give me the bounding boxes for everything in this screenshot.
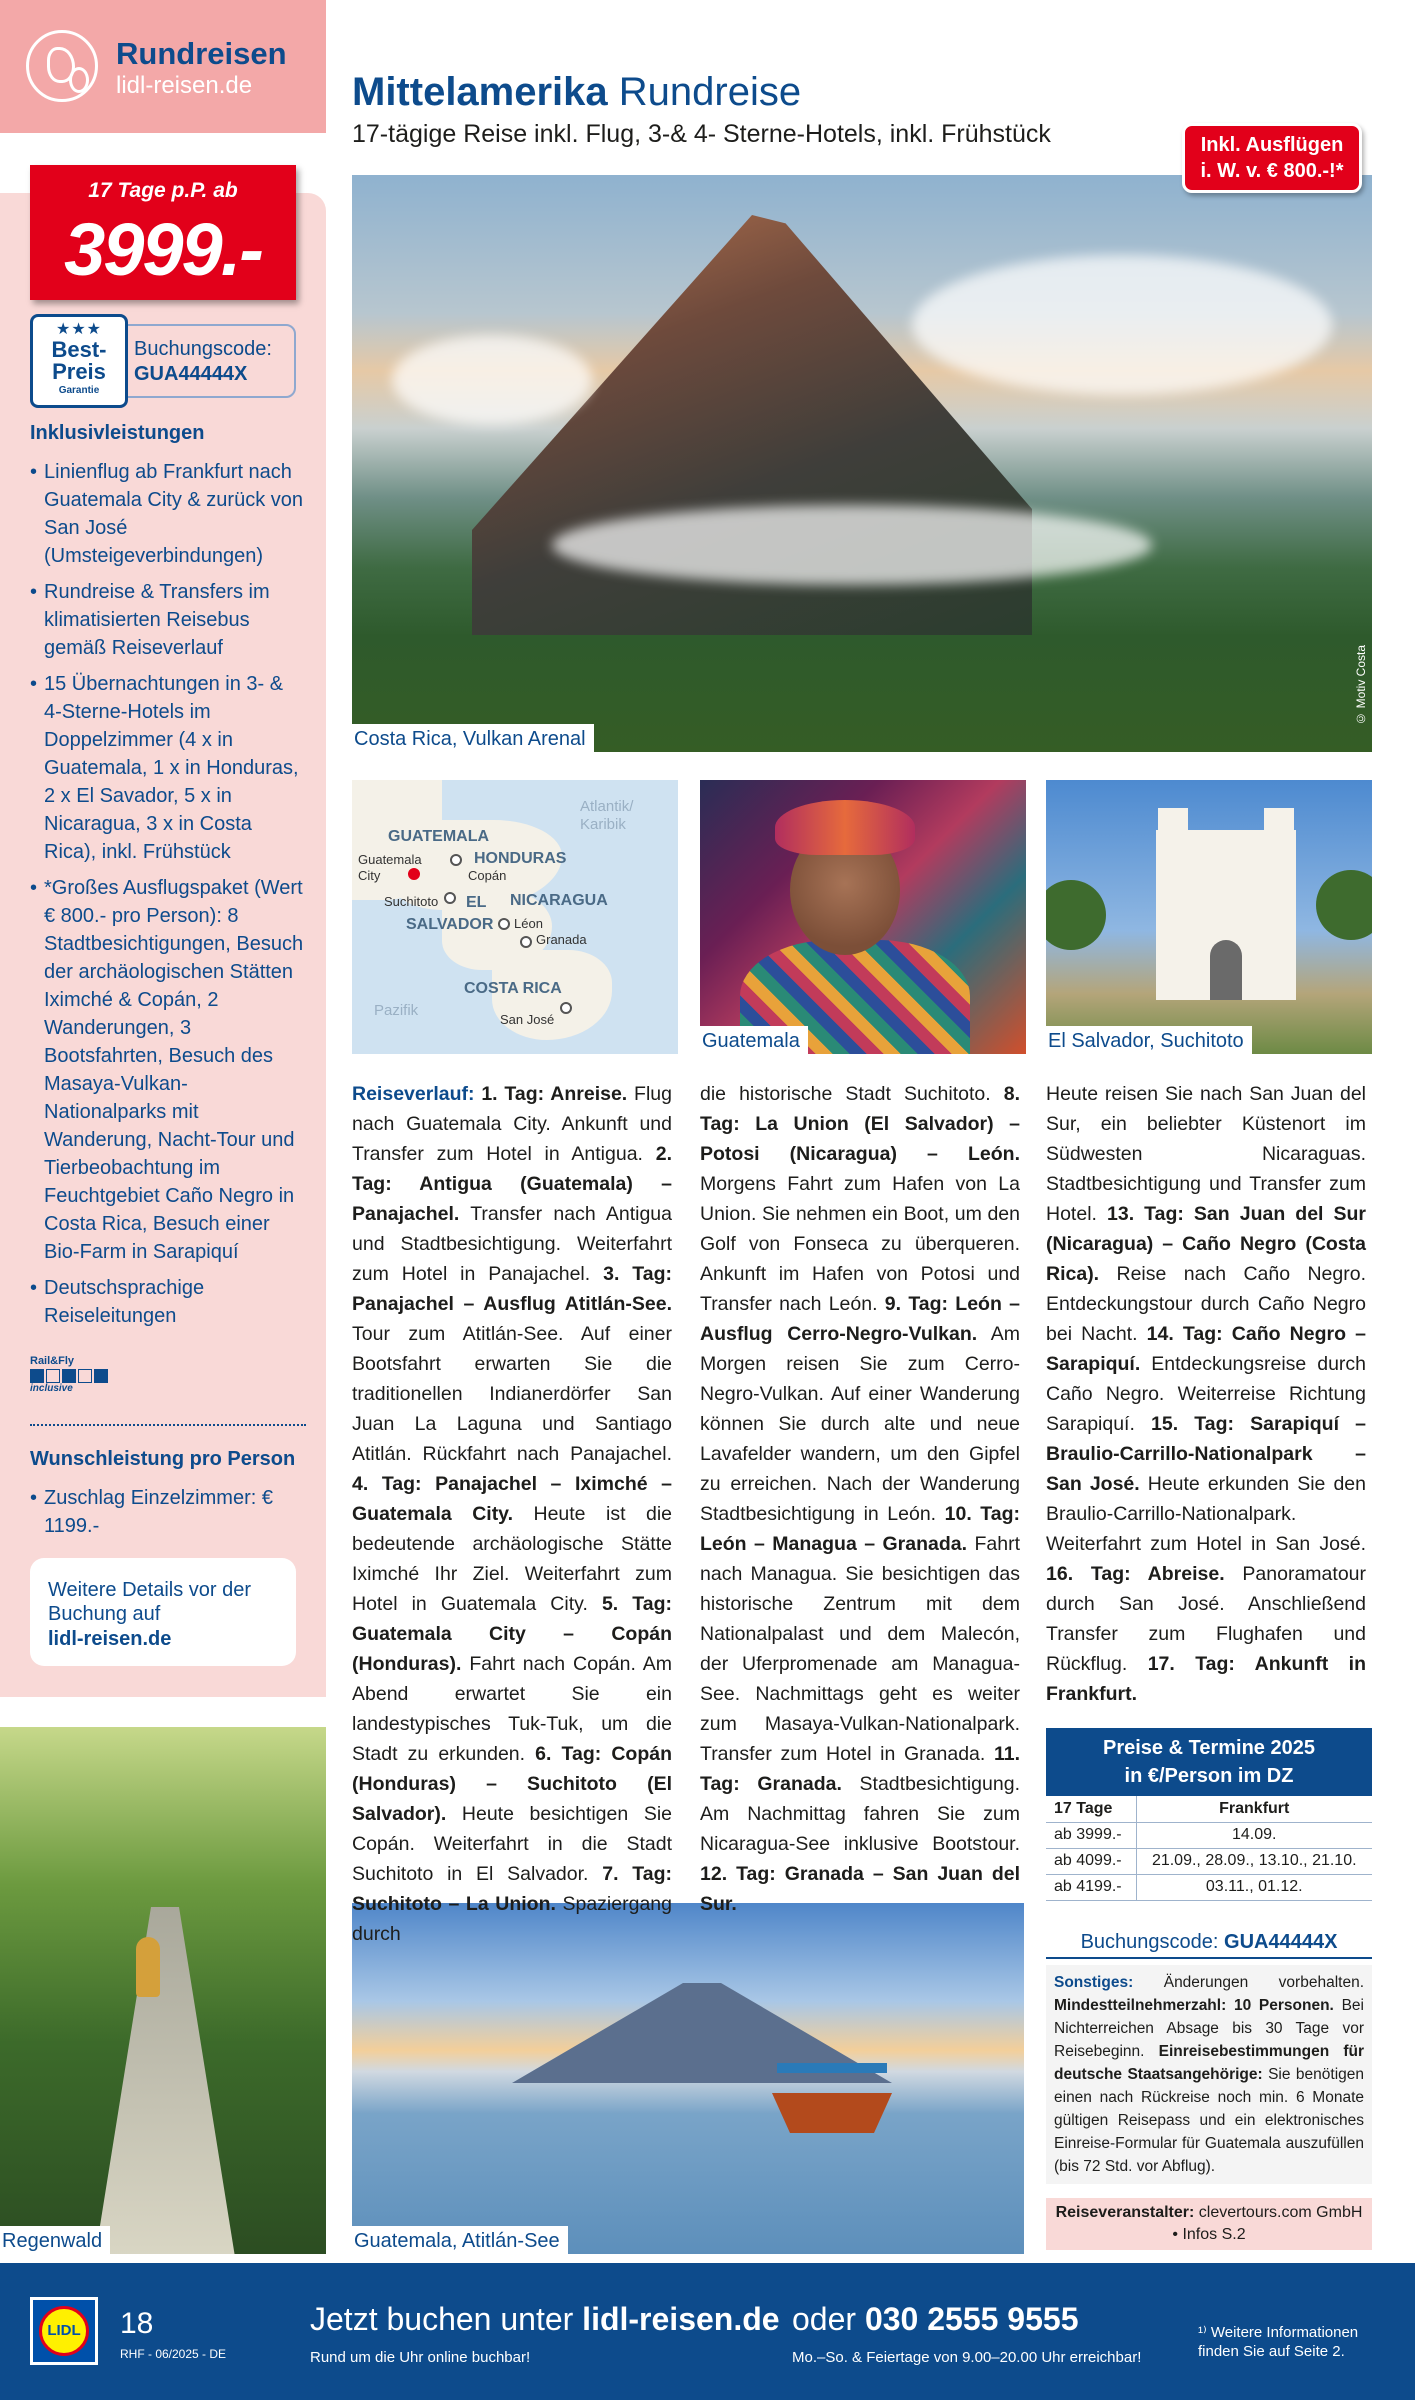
price-booking-code: [1046, 1925, 1372, 1959]
hanging-bridge: [95, 1907, 235, 2254]
category-title: Rundreisen: [116, 36, 287, 71]
text-run: Flug nach Guatemala City. Ankunft und Transfer zum Hotel in Antigua.: [352, 1083, 672, 1165]
other-info: [1046, 1965, 1372, 2184]
map-marker: [450, 854, 462, 866]
church-tower: [1264, 808, 1294, 870]
row-price: ab 3999.-: [1046, 1822, 1136, 1848]
text-run: Entdeckungsreise durch Caño Negro. Weiterreise Richtung Sarapiquí.: [1046, 1353, 1366, 1435]
footer: [0, 2263, 1415, 2400]
page-subtitle: 17-tägige Reise inkl. Flug, 3-& 4- Sterne-Hotels, inkl. Frühstück: [352, 120, 1051, 148]
table-header-row: [1046, 1796, 1372, 1822]
railfly-title: Rail&Fly: [30, 1355, 75, 1367]
inclusion-item: • Deutschsprachige Reiseleitungen: [30, 1274, 306, 1330]
hiker: [136, 1937, 160, 1997]
text-run: Panoramatour durch San José. Anschließend Transfer zum Flughafen und Rückflug.: [1046, 1563, 1366, 1675]
inclusion-item: • 15 Übernachtungen in 3- & 4-Sterne-Hotels im Doppelzimmer (4 x in Guatemala, 1 x in Honduras, 2 x El Savador, 5 x in Nicaragua, 3 x in Costa Rica), inkl. Frühstück: [30, 670, 306, 866]
price-table: [1046, 1796, 1372, 1901]
phone-hours: Mo.–So. & Feiertage von 9.00–20.00 Uhr erreichbar!: [792, 2349, 1142, 2366]
price-heading-line1: Preise & Termine 2025: [1103, 1737, 1315, 1759]
railfly-icon: [30, 1369, 108, 1383]
operator-info: • Infos S.2: [1172, 2226, 1246, 2243]
woman-photo: [700, 780, 1026, 1054]
map-country: NICARAGUA: [510, 892, 608, 909]
inclusion-item: • Linienflug ab Frankfurt nach Guatemala City & zurück von San José (Umsteigeverbindungen): [30, 458, 306, 570]
sidebar-header: [0, 0, 326, 133]
row-dates: 21.09., 28.09., 13.10., 21.10.: [1136, 1848, 1372, 1874]
text-run: Heute reisen Sie nach San Juan del Sur, ein beliebter Küstenort im Südwesten Nicaraguas. Stadtbesichtigung und Transfer zum Hotel.: [1046, 1083, 1366, 1225]
map-country: EL: [466, 894, 487, 911]
boat-roof: [777, 2063, 887, 2073]
category-url[interactable]: lidl-reisen.de: [116, 72, 253, 99]
bold-run: 13. Tag: San Juan del Sur (Nicaragua) – Caño Negro (Costa Rica).: [1046, 1203, 1367, 1285]
wish-list: [30, 1484, 306, 1548]
boat: [772, 2093, 892, 2133]
map-city: San José: [500, 1012, 555, 1027]
palm-tree: [1046, 880, 1106, 950]
excursion-line1: Inkl. Ausflügen: [1200, 134, 1344, 156]
photo-caption: Guatemala: [700, 1026, 808, 1054]
map-marker: [498, 918, 510, 930]
bold-run: 11. Tag: Granada.: [700, 1743, 1020, 1795]
bestpreis-stars: ★★★: [55, 321, 103, 338]
photo-copyright: © Motiv Costa: [1354, 645, 1368, 726]
operator-box: [1046, 2198, 1372, 2250]
cta-url-link[interactable]: lidl-reisen.de: [582, 2301, 780, 2337]
more-details-link[interactable]: lidl-reisen.de: [48, 1628, 172, 1650]
map-country: SALVADOR: [406, 916, 494, 933]
photo-caption: El Salvador, Suchitoto: [1046, 1026, 1252, 1054]
itinerary-col-3: [1046, 1079, 1366, 1709]
booking-code-box: [110, 324, 296, 398]
cta-label: Jetzt buchen unter: [310, 2301, 583, 2337]
text-run: Reise nach Caño Negro. Entdeckungstour durch Caño Negro bei Nacht.: [1046, 1263, 1366, 1345]
woman-headdress: [775, 800, 915, 855]
map-country: HONDURAS: [474, 850, 567, 867]
bold-run: Mindestteilnehmerzahl: 10 Personen.: [1054, 1997, 1334, 2014]
col-duration: 17 Tage: [1046, 1796, 1136, 1822]
price-code-label: Buchungscode:: [1080, 1931, 1219, 1953]
phone-text: [792, 2301, 1078, 2338]
bold-run: Sonstiges:: [1054, 1974, 1134, 1991]
map-city: Granada: [536, 932, 587, 947]
map-sea-atlantic: Atlantik/ Karibik: [580, 798, 634, 833]
col-departure: Frankfurt: [1136, 1796, 1372, 1822]
bold-run: Reiseverlauf:: [352, 1083, 475, 1105]
more-details-text: Weitere Details vor der Buchung auf: [48, 1579, 252, 1625]
table-row: [1046, 1822, 1372, 1848]
excursion-badge: [1182, 123, 1362, 193]
text-run: Spaziergang durch: [352, 1893, 672, 1945]
text-run: Änderungen vorbehalten.: [1133, 1974, 1364, 1991]
text-run: Morgens Fahrt zum Hafen von La Union. Sie nehmen ein Boot, um den Golf von Fonseca zu überqueren. Ankunft im Hafen von Potosi und Transfer nach León.: [700, 1173, 1020, 1315]
cta-text: [310, 2301, 780, 2338]
inclusions-heading: Inklusivleistungen: [30, 422, 205, 444]
bold-run: 14. Tag: Caño Negro – Sarapiquí.: [1046, 1323, 1366, 1375]
cta-sub: Rund um die Uhr online buchbar!: [310, 2349, 531, 2366]
booking-code-label: Buchungscode:: [134, 338, 272, 360]
bold-run: Einreisebestimmungen für deutsche Staatsangehörige:: [1054, 2043, 1364, 2083]
bestpreis-badge: [30, 314, 128, 408]
page-code: RHF - 06/2025 - DE: [120, 2347, 227, 2361]
text-run: Transfer nach Antigua und Stadtbesichtigung. Weiterfahrt zum Hotel in Panajachel.: [352, 1203, 672, 1285]
map-sea-pacific: Pazifik: [374, 1002, 419, 1019]
bold-run: 6. Tag: Copán (Honduras) – Suchitoto (El Salvador).: [352, 1743, 672, 1825]
wish-item: • Zuschlag Einzelzimmer: € 1199.-: [30, 1484, 306, 1540]
wish-heading: Wunschleistung pro Person: [30, 1448, 296, 1470]
photo-caption: Costa Rica, Vulkan Arenal: [352, 724, 594, 752]
bestpreis-line1: Best-: [51, 337, 107, 362]
bold-run: 1. Tag: Anreise.: [481, 1083, 628, 1105]
price-value: 3999.-: [64, 208, 262, 291]
bold-run: 3. Tag: Panajachel – Ausflug Atitlán-See.: [352, 1263, 672, 1315]
map-city: Guatemala City: [358, 852, 422, 883]
map-city: Copán: [468, 868, 507, 883]
bold-run: 9. Tag: León – Ausflug Cerro-Negro-Vulkan.: [700, 1293, 1020, 1345]
itinerary-col-2: [700, 1079, 1020, 1919]
bold-run: 8. Tag: La Union (El Salvador) – Potosi (Nicaragua) – León.: [700, 1083, 1020, 1165]
price-tag: [30, 165, 296, 300]
bestpreis-line3: Garantie: [58, 385, 100, 396]
inclusions-list: [30, 458, 306, 1338]
photo-caption: Regenwald: [0, 2226, 110, 2254]
map-marker: [560, 1002, 572, 1014]
map-marker: [520, 936, 532, 948]
text-run: Bei Nichterreichen Absage bis 30 Tage vor Reisebeginn.: [1054, 1997, 1364, 2060]
lake-photo: [352, 1903, 1024, 2254]
phone-number[interactable]: 030 2555 9555: [864, 2301, 1079, 2337]
globe-icon: [26, 30, 98, 102]
price-code: GUA44444X: [1224, 1931, 1338, 1953]
bestpreis-line2: Preis: [52, 359, 106, 384]
operator-label: Reiseveranstalter:: [1055, 2204, 1195, 2221]
title-rest: Rundreise: [607, 70, 802, 114]
map-marker: [444, 892, 456, 904]
map-marker-start: [408, 868, 420, 880]
bold-run: 10. Tag: León – Managua – Granada.: [700, 1503, 1020, 1555]
text-run: Fahrt nach Managua. Sie besichtigen das historische Zentrum mit dem Nationalpalast und dem Malecón, der Uferpromenade am Managua-See. Nachmittags geht es weiter zum Masaya-Vulkan-Nationalpark. Transfer zum Hotel in Granada.: [700, 1533, 1020, 1765]
text-run: Heute erkunden Sie den Braulio-Carrillo-Nationalpark. Weiterfahrt zum Hotel in San José.: [1046, 1473, 1366, 1555]
text-run: Fahrt nach Copán. Am Abend erwartet Sie ein landestypisches Tuk-Tuk, um die Stadt zu erkunden.: [352, 1653, 672, 1765]
text-run: Heute besichtigen Sie Copán. Weiterfahrt in die Stadt Suchitoto in El Salvador.: [352, 1803, 672, 1885]
booking-code: GUA44444X: [134, 363, 248, 385]
bold-run: 16. Tag: Abreise.: [1046, 1563, 1225, 1585]
cloud: [392, 335, 592, 425]
sidebar-divider: [30, 1424, 306, 1426]
operator-name: clevertours.com GmbH: [1198, 2204, 1363, 2221]
map-country: GUATEMALA: [388, 828, 490, 845]
bold-run: 2. Tag: Antigua (Guatemala) – Panajachel.: [352, 1143, 672, 1225]
cloud: [912, 255, 1332, 395]
title-bold: Mittelamerika: [352, 70, 608, 114]
railfly-logo: [30, 1355, 108, 1394]
bold-run: 12. Tag: Granada – San Juan del Sur.: [700, 1863, 1020, 1915]
inclusion-item: • Rundreise & Transfers im klimatisierten Reisebus gemäß Reiseverlauf: [30, 578, 306, 662]
excursion-line2: i. W. v. € 800.-!*: [1200, 160, 1344, 182]
text-run: Sie benötigen einen nach Rückreise noch min. 6 Monate gültigen Reisepass und ein elektronisches Einreise-Formular für Guatemala auszufüllen (bis 72 Std. vor Abflug).: [1054, 2066, 1365, 2175]
row-dates: 14.09.: [1136, 1822, 1372, 1848]
volcano-photo: [352, 175, 1372, 752]
route-map: [352, 780, 678, 1054]
church-door: [1210, 940, 1242, 1000]
map-city: Léon: [514, 916, 543, 931]
map-country: COSTA RICA: [464, 980, 562, 997]
price-label: 17 Tage p.P. ab: [88, 179, 238, 202]
inclusion-item: • *Großes Ausflugspaket (Wert € 800.- pro Person): 8 Stadtbesichtigungen, Besuch der archäologischen Stätten Iximché & Copán, 2 Wanderungen, 3 Bootsfahrten, Besuch des Masaya-Vulkan-Nationalparks mit Wanderung, Nacht-Tour und Tierbeobachtung im Feuchtgebiet Caño Negro in Costa Rica, Besuch einer Bio-Farm in Sarapiquí: [30, 874, 306, 1266]
row-price: ab 4099.-: [1046, 1848, 1136, 1874]
lidl-logo[interactable]: [30, 2297, 98, 2365]
rainforest-photo: [0, 1727, 326, 2254]
text-run: Heute ist die bedeutende archäologische Stätte Iximché Ihr Ziel. Weiterfahrt zum Hotel in Guatemala City.: [352, 1503, 672, 1615]
cloud: [552, 505, 1152, 585]
table-row: [1046, 1848, 1372, 1874]
table-row: [1046, 1874, 1372, 1900]
text-run: Am Morgen reisen Sie zum Cerro-Negro-Vulkan. Auf einer Wanderung können Sie durch alte und neue Lavafelder wandern, um den Gipfel zu erreichen. Nach der Wanderung Stadtbesichtigung in León.: [700, 1323, 1020, 1525]
photo-caption: Guatemala, Atitlán-See: [352, 2226, 568, 2254]
price-table-heading: [1046, 1728, 1372, 1796]
palm-tree: [1316, 870, 1372, 940]
row-price: ab 4199.-: [1046, 1874, 1136, 1900]
bold-run: 17. Tag: Ankunft in Frankfurt.: [1046, 1653, 1366, 1705]
bold-run: 7. Tag: Suchitoto – La Union.: [352, 1863, 672, 1915]
railfly-sub: inclusive: [30, 1383, 73, 1394]
text-run: Stadtbesichtigung. Am Nachmittag fahren Sie zum Nicaragua-See inklusive Bootstour.: [700, 1773, 1020, 1855]
lidl-logo-text: LIDL: [39, 2306, 89, 2356]
page-number: 18: [120, 2307, 154, 2340]
more-details-box[interactable]: [30, 1558, 296, 1666]
itinerary-col-1: [352, 1079, 672, 1949]
bold-run: 4. Tag: Panajachel – Iximché – Guatemala City.: [352, 1473, 672, 1525]
footnote: ¹⁾ Weitere Informationen finden Sie auf Seite 2.: [1198, 2324, 1359, 2360]
bold-run: 5. Tag: Guatemala City – Copán (Honduras).: [352, 1593, 672, 1675]
text-run: Tour zum Atitlán-See. Auf einer Bootsfahrt erwarten Sie die traditionellen Indianerdörfer San Juan La Laguna und Santiago Atitlán. Rückfahrt nach Panajachel.: [352, 1323, 672, 1465]
price-heading-line2: in €/Person im DZ: [1124, 1765, 1294, 1787]
church-photo: [1046, 780, 1372, 1054]
text-run: die historische Stadt Suchitoto.: [700, 1083, 1004, 1105]
church-tower: [1158, 808, 1188, 870]
phone-prefix: oder: [792, 2301, 865, 2337]
map-city: Suchitoto: [384, 894, 439, 909]
page-title: [352, 70, 801, 115]
bold-run: 15. Tag: Sarapiquí – Braulio-Carrillo-Nationalpark – San José.: [1046, 1413, 1367, 1495]
row-dates: 03.11., 01.12.: [1136, 1874, 1372, 1900]
